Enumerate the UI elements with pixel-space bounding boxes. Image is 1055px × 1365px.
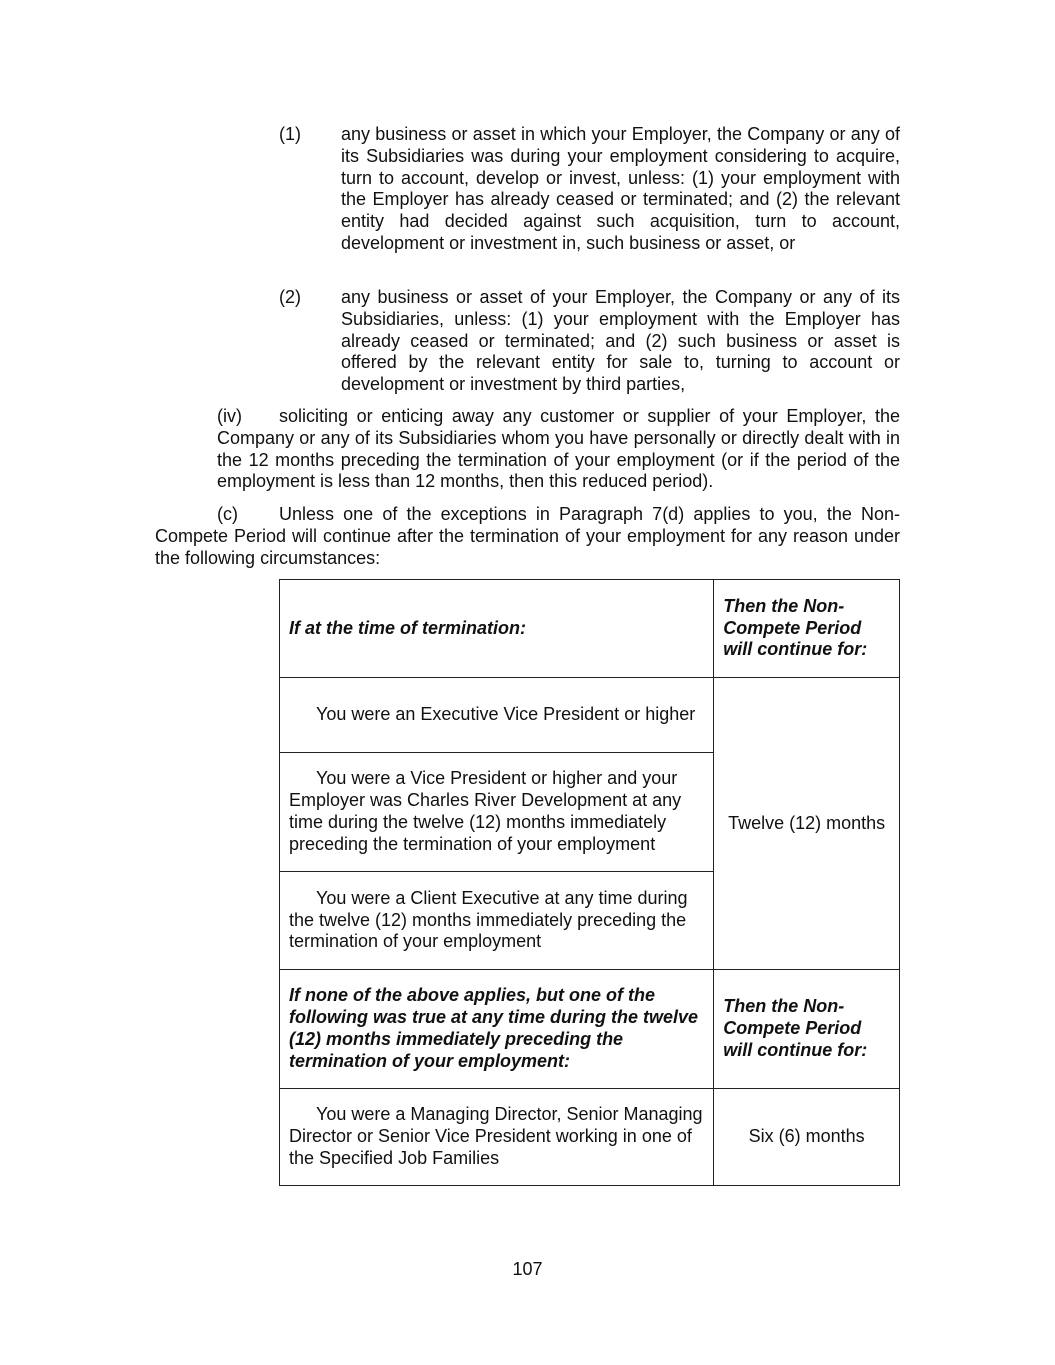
paragraph-iv xyxy=(217,406,900,493)
condition-cell: You were a Managing Director, Senior Managing Director or Senior Vice President working in one of the Specified Job Families xyxy=(280,1089,714,1186)
condition-cell: You were a Client Executive at any time during the twelve (12) months immediately preceding the termination of your employment xyxy=(280,872,714,970)
paragraph-c xyxy=(155,504,900,569)
condition-cell: You were an Executive Vice President or higher xyxy=(280,678,714,753)
table-row xyxy=(280,678,900,753)
header-right-cell: Then the Non-Compete Period will continue for: xyxy=(714,970,900,1089)
table-header-row xyxy=(280,580,900,678)
paragraph-iv-text: soliciting or enticing away any customer or supplier of your Employer, the Company or any of its Subsidiaries whom you have personally or directly dealt with in the 12 months preceding the termination of your employment (or if the period of the employment is less than 12 months, then this reduced period). xyxy=(217,406,900,492)
header-left-cell: If at the time of termination: xyxy=(280,580,714,678)
list-item-text: any business or asset of your Employer, the Company or any of its Subsidiaries, unless: (1) your employment with the Employer has already ceased or terminated; and (2) such business or asset is offered by the relevant entity for sale to, turning to account or development or investment by third parties, xyxy=(341,287,900,395)
table-header-row xyxy=(280,970,900,1089)
page-number: 107 xyxy=(512,1259,543,1279)
paragraph-c-text: Unless one of the exceptions in Paragraph 7(d) applies to you, the Non-Compete Period will continue after the termination of your employment for any reason under the following circumstances: xyxy=(155,504,900,568)
table-row xyxy=(280,1089,900,1186)
period-cell-twelve-months: Twelve (12) months xyxy=(714,678,900,970)
period-cell-six-months: Six (6) months xyxy=(714,1089,900,1186)
paragraph-iv-label: (iv) xyxy=(217,406,242,426)
list-item-number: (1) xyxy=(279,124,301,144)
paragraph-c-label: (c) xyxy=(217,504,238,524)
header-left-cell: If none of the above applies, but one of the following was true at any time during the twelve (12) months immediately preceding the termination of your employment: xyxy=(280,970,714,1089)
non-compete-table xyxy=(279,579,900,1186)
list-item-2 xyxy=(279,287,900,396)
list-item-number: (2) xyxy=(279,287,301,307)
condition-cell: You were a Vice President or higher and your Employer was Charles River Development at any time during the twelve (12) months immediately preceding the termination of your employment xyxy=(280,753,714,872)
list-item-1 xyxy=(279,124,900,255)
list-item-text: any business or asset in which your Employer, the Company or any of its Subsidiaries was during your employment considering to acquire, turn to account, develop or invest, unless: (1) your employment with the Employer has already ceased or terminated; and (2) the relevant entity had decided against such acquisition, turn to account, development or investment in, such business or asset, or xyxy=(341,124,900,253)
header-right-cell: Then the Non-Compete Period will continue for: xyxy=(714,580,900,678)
